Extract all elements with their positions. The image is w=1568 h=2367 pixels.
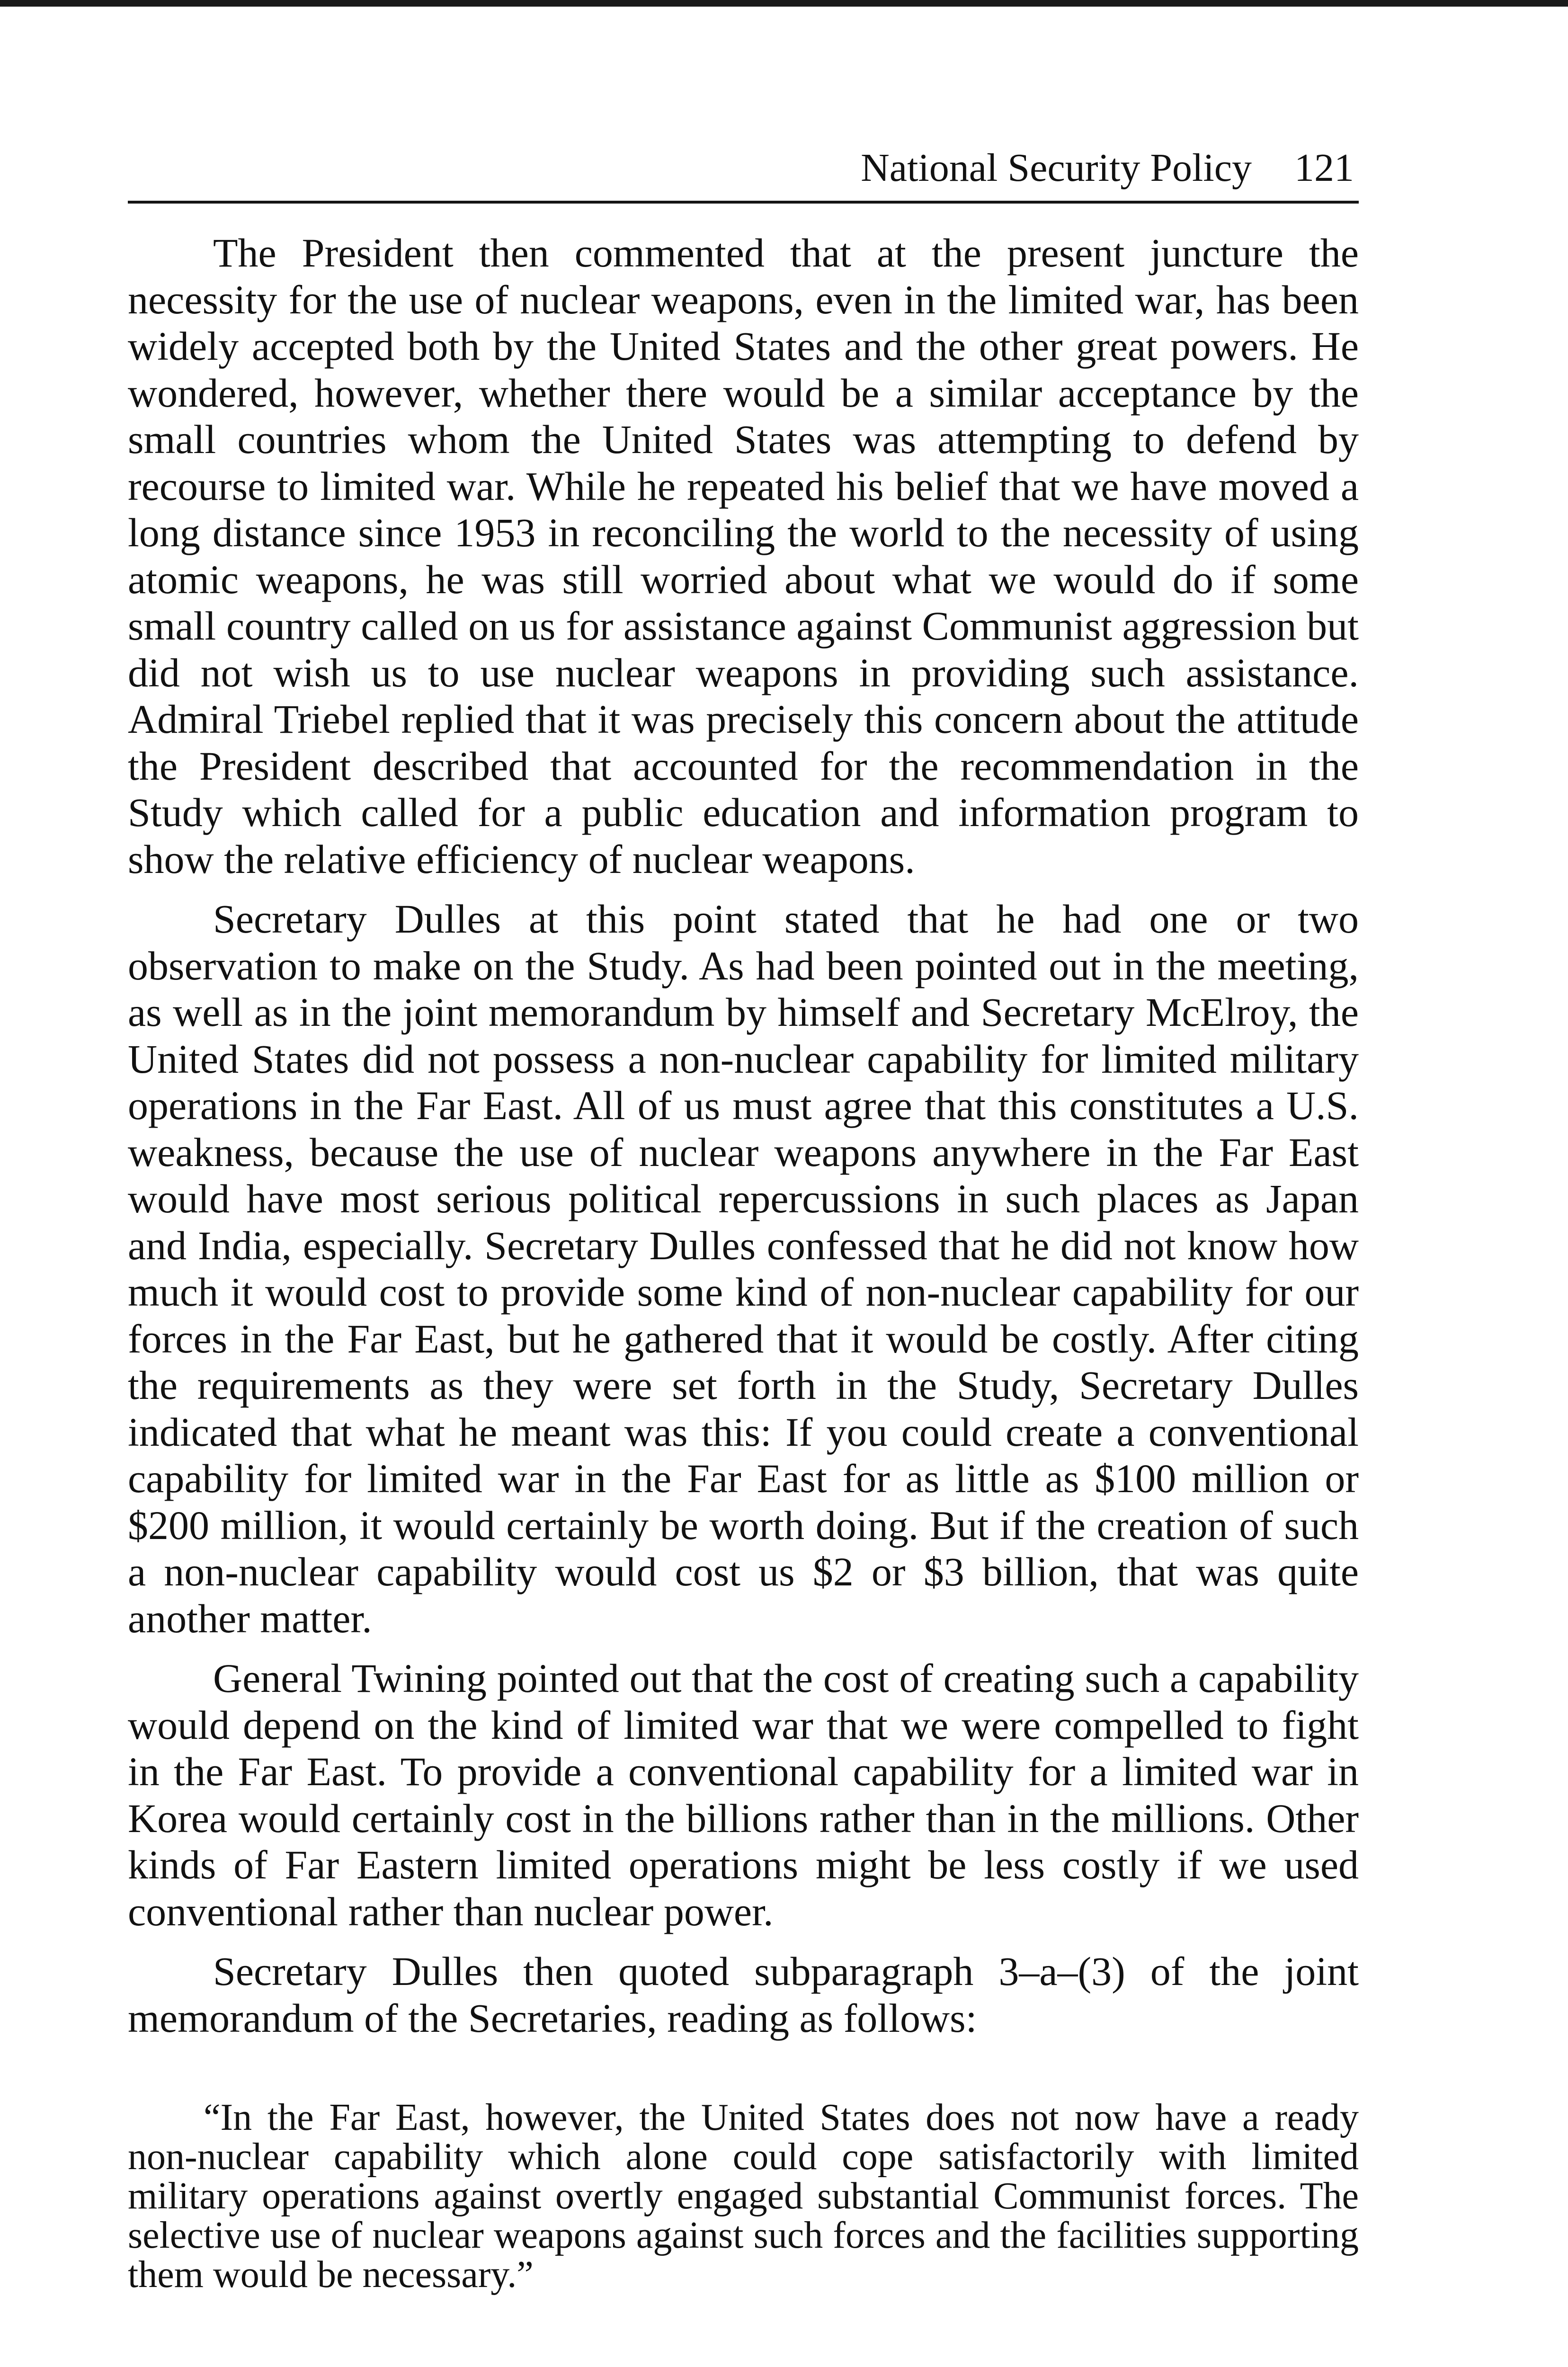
top-border-rule xyxy=(0,0,1568,7)
paragraph-dulles-observation: Secretary Dulles at this point stated that he had one or two observation to make on the Study. As had been pointed out in the meeting, as well as in the joint memorandum by himself and Secretary McElroy, the United States did not possess a non-nuclear capability for limited military operations in the Far East. All of us must agree that this constitutes a U.S. weakness, because the use of nuclear weapons anywhere in the Far East would have most serious political repercussions in such places as Japan and India, especially. Secretary Dulles confessed that he did not know how much it would cost to provide some kind of non-nuclear capability for our forces in the Far East, but he gathered that it would be costly. After citing the requirements as they were set forth in the Study, Secretary Dulles indicated that what he meant was this: If you could create a conventional capability for limited war in the Far East for as little as $100 million or $200 million, it would certainly be worth doing. But if the creation of such a non-nuclear capability would cost us $2 or $3 billion, that was quite another matter. xyxy=(128,896,1359,1641)
running-title: National Security Policy xyxy=(861,146,1252,190)
paragraph-twining-cost: General Twining pointed out that the cost of creating such a capability would depend on the kind of limited war that we were compelled to fight in the Far East. To provide a conventional capability for a limited war in Korea would certainly cost in the billions rather than in the millions. Other kinds of Far Eastern limited operations might be less costly if we used conventional rather than nuclear power. xyxy=(128,1655,1359,1934)
running-header xyxy=(128,142,1359,194)
block-quotation: “In the Far East, however, the United States does not now have a ready non-nuclear capability which alone could cope satisfactorily with limited military operations against overtly engaged substantial Communist forces. The selective use of nuclear weapons against such forces and the facilities supporting them would be necessary.” xyxy=(128,2097,1359,2296)
header-rule xyxy=(128,201,1359,204)
paragraph-dulles-quote-intro: Secretary Dulles then quoted subparagraph 3–a–(3) of the joint memorandum of the Secretaries, reading as follows: xyxy=(128,1949,1359,2041)
paragraph-president-comment: The President then commented that at the present juncture the necessity for the use of nuclear weapons, even in the limited war, has been widely accepted both by the United States and the other great powers. He wondered, however, whether there would be a similar acceptance by the small countries whom the United States was attempting to defend by recourse to limited war. While he repeated his belief that we have moved a long distance since 1953 in reconciling the world to the necessity of using atomic weapons, he was still worried about what we would do if some small country called on us for assistance against Communist aggression but did not wish us to use nuclear weapons in providing such assistance. Admiral Triebel replied that it was precisely this concern about the attitude the President described that accounted for the recommendation in the Study which called for a public education and information program to show the relative efficiency of nuclear weapons. xyxy=(128,230,1359,882)
book-page xyxy=(128,142,1359,2295)
page-number: 121 xyxy=(1294,146,1354,190)
